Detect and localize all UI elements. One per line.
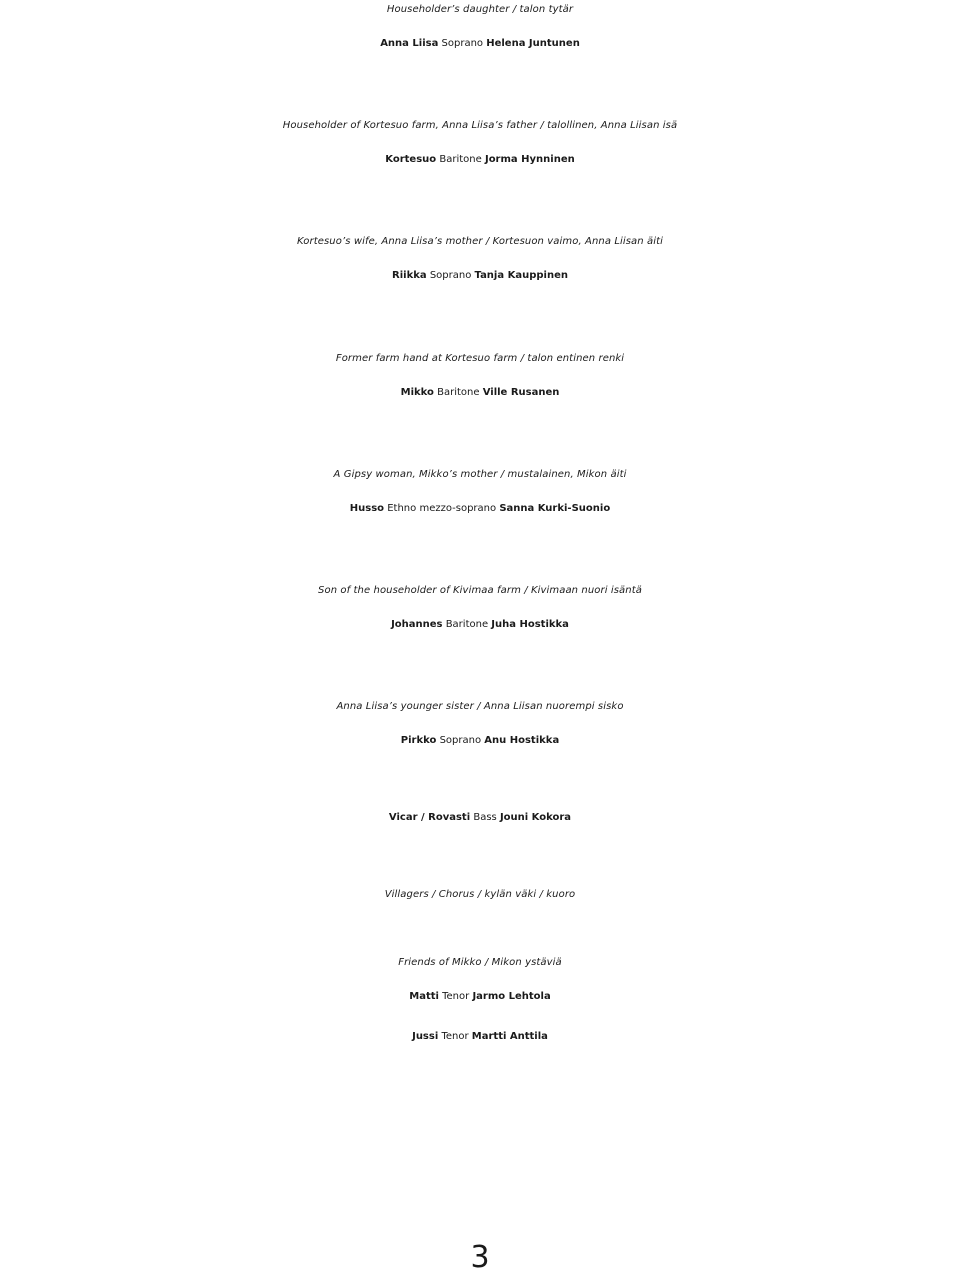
cast-line — [0, 154, 960, 165]
cast-line — [0, 38, 960, 49]
role-description: Householder of Kortesuo farm, Anna Liisa’s father / talollinen, Anna Liisan isä — [282, 120, 678, 131]
character-name: Jussi — [412, 1031, 439, 1042]
cast-line-vicar — [0, 812, 960, 823]
singer-name: Anu Hostikka — [484, 735, 560, 746]
singer-name: Helena Juntunen — [486, 38, 580, 49]
role-description: A Gipsy woman, Mikko’s mother / mustalainen, Mikon äiti — [333, 469, 627, 480]
cast-line — [0, 387, 960, 398]
singer-name: Juha Hostikka — [491, 619, 569, 630]
singer-name: Ville Rusanen — [482, 387, 560, 398]
voice-type: Soprano — [439, 735, 482, 746]
role-description: Son of the householder of Kivimaa farm / Kivimaan nuori isäntä — [318, 585, 642, 596]
singer-name: Martti Anttila — [471, 1031, 548, 1042]
character-name: Mikko — [400, 387, 434, 398]
character-name: Matti — [409, 991, 439, 1002]
role-description-friends: Friends of Mikko / Mikon ystäviä — [398, 957, 562, 968]
voice-type: Bass — [473, 812, 497, 823]
character-name: Riikka — [392, 270, 427, 281]
cast-line — [0, 619, 960, 630]
page-number: 3 — [470, 1240, 490, 1275]
voice-type: Baritone — [439, 154, 482, 165]
singer-name: Jorma Hynninen — [484, 154, 575, 165]
character-name: Anna Liisa — [380, 38, 439, 49]
voice-type: Tenor — [441, 1031, 469, 1042]
cast-line — [0, 1031, 960, 1042]
character-name: Kortesuo — [385, 154, 437, 165]
voice-type: Soprano — [441, 38, 484, 49]
role-description: Anna Liisa’s younger sister / Anna Liisan nuorempi sisko — [336, 701, 624, 712]
voice-type: Baritone — [445, 619, 489, 630]
role-description: Kortesuo’s wife, Anna Liisa’s mother / Kortesuon vaimo, Anna Liisan äiti — [296, 236, 664, 247]
character-name: Pirkko — [400, 735, 437, 746]
role-description-villagers: Villagers / Chorus / kylän väki / kuoro — [384, 889, 576, 900]
cast-line — [0, 991, 960, 1002]
role-description: Former farm hand at Kortesuo farm / talon entinen renki — [335, 353, 625, 364]
character-name: Johannes — [391, 619, 443, 630]
voice-type: Baritone — [437, 387, 480, 398]
character-name: Vicar / Rovasti — [388, 812, 471, 823]
singer-name: Tanja Kauppinen — [474, 270, 568, 281]
character-name: Husso — [349, 503, 385, 514]
singer-name: Jouni Kokora — [499, 812, 572, 823]
voice-type: Soprano — [429, 270, 472, 281]
cast-line — [0, 503, 960, 514]
cast-line — [0, 270, 960, 281]
cast-line — [0, 735, 960, 746]
voice-type: Ethno mezzo-soprano — [387, 503, 497, 514]
singer-name: Jarmo Lehtola — [472, 991, 551, 1002]
role-description: Householder’s daughter / talon tytär — [386, 4, 574, 15]
singer-name: Sanna Kurki-Suonio — [499, 503, 611, 514]
voice-type: Tenor — [442, 991, 470, 1002]
